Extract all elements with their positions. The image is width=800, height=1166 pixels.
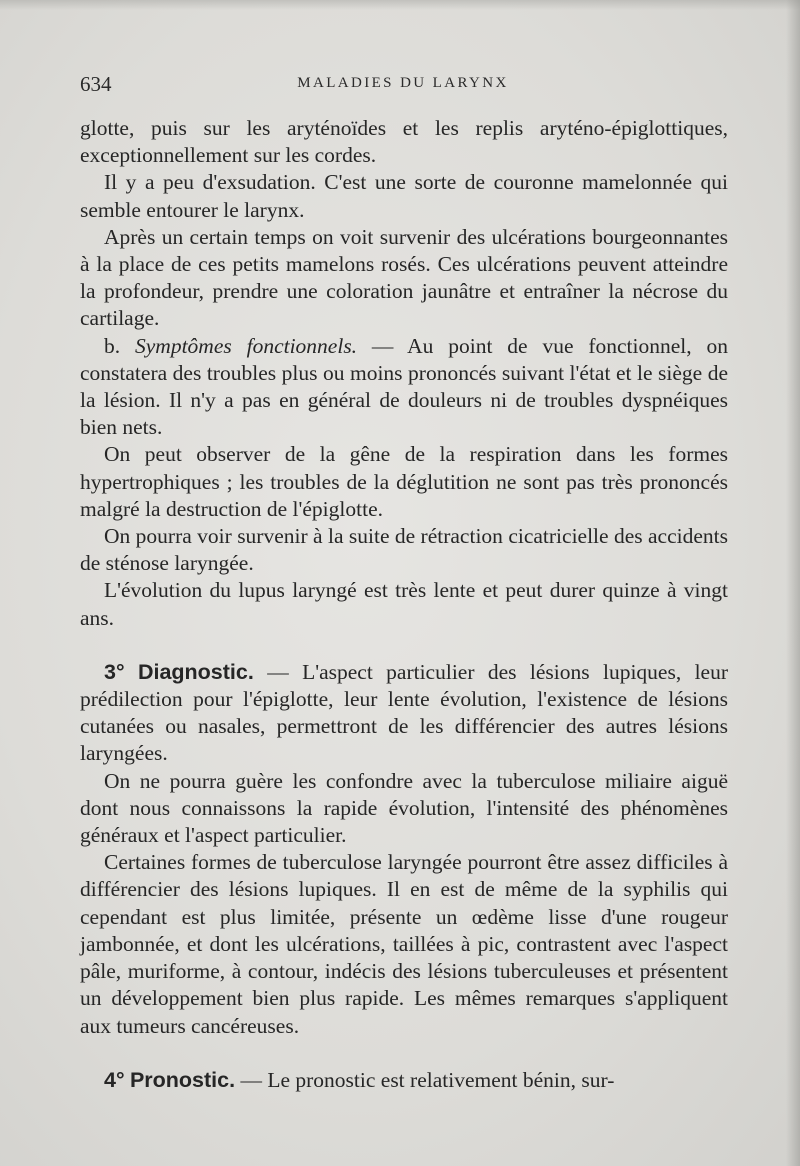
paragraph-pronostic	[80, 1067, 728, 1094]
section-number: 4°	[104, 1067, 125, 1092]
subsection-title: Symptômes fonctionnels.	[135, 333, 358, 358]
paragraph-6: On pourra voir survenir à la suite de rétraction cicatricielle des accidents de sténose laryngée.	[80, 524, 728, 576]
paragraph-5: On peut observer de la gêne de la respiration dans les formes hypertrophiques ; les troubles de la déglutition ne sont pas très prononcés malgré la destruction de l'épiglotte.	[80, 442, 728, 521]
running-head: MALADIES DU LARYNX	[297, 75, 509, 91]
paragraph-1: glotte, puis sur les aryténoïdes et les replis aryténo-épiglottiques, exceptionnellement sur les cordes.	[80, 116, 728, 168]
paragraph-diagnostic-text: — L'aspect particulier des lésions lupiques, leur prédilection pour l'épiglotte, leur lente évolution, l'existence de lésions cutanées ou nasales, permettront de les différencier des autres lésions laryngées.	[80, 659, 729, 766]
section-number: 3°	[104, 659, 125, 684]
page-header	[80, 72, 726, 102]
page-edge-shadow-right	[786, 0, 800, 1166]
paragraph-9: On ne pourra guère les confondre avec la tuberculose miliaire aiguë dont nous connaissons la rapide évolution, l'intensité des phénomènes généraux et l'aspect particulier.	[80, 768, 728, 848]
page-edge-shadow-top	[0, 0, 800, 10]
subsection-label: b.	[104, 333, 121, 358]
section-title-pronostic: Pronostic.	[129, 1067, 236, 1092]
paragraph-10: Certaines formes de tuberculose laryngée pourront être assez difficiles à différencier des lésions lupiques. Il en est de même de la syphilis qui cependant est plus limitée, présente un œdème lisse d'une rougeur jambonnée, et dont les ulcérations, taillées à pic, contrastent avec l'aspect pâle, muriforme, à contour, indécis des lésions tuberculeuses et présentent un développement bien plus rapide. Les mêmes remarques s'appliquent aux tumeurs cancéreuses.	[80, 850, 728, 1038]
paragraph-symptomes-text: — Au point de vue fonctionnel, on constatera des troubles plus ou moins prononcés suivant l'état et le siège de la lésion. Il n'y a pas en général de douleurs ni de troubles dyspnéiques bien nets.	[80, 333, 729, 440]
section-gap	[80, 632, 728, 659]
paragraph-symptomes	[80, 333, 728, 442]
section-title-diagnostic: Diagnostic.	[137, 659, 254, 684]
paragraph-7: L'évolution du lupus laryngé est très lente et peut durer quinze à vingt ans.	[80, 578, 728, 630]
paragraph-diagnostic	[80, 659, 728, 768]
page-number: 634	[80, 72, 112, 96]
section-gap	[80, 1040, 728, 1067]
paragraph-3: Après un certain temps on voit survenir des ulcérations bourgeonnantes à la place de ces petits mamelons rosés. Ces ulcérations peuvent atteindre la profondeur, prendre une coloration jaunâtre et entraîner la nécrose du cartilage.	[80, 224, 728, 331]
page-body	[80, 115, 728, 1094]
paragraph-pronostic-text: — Le pronostic est relativement bénin, sur-	[235, 1067, 615, 1092]
paragraph-2: Il y a peu d'exsudation. C'est une sorte de couronne mamelonnée qui semble entourer le larynx.	[80, 170, 728, 222]
